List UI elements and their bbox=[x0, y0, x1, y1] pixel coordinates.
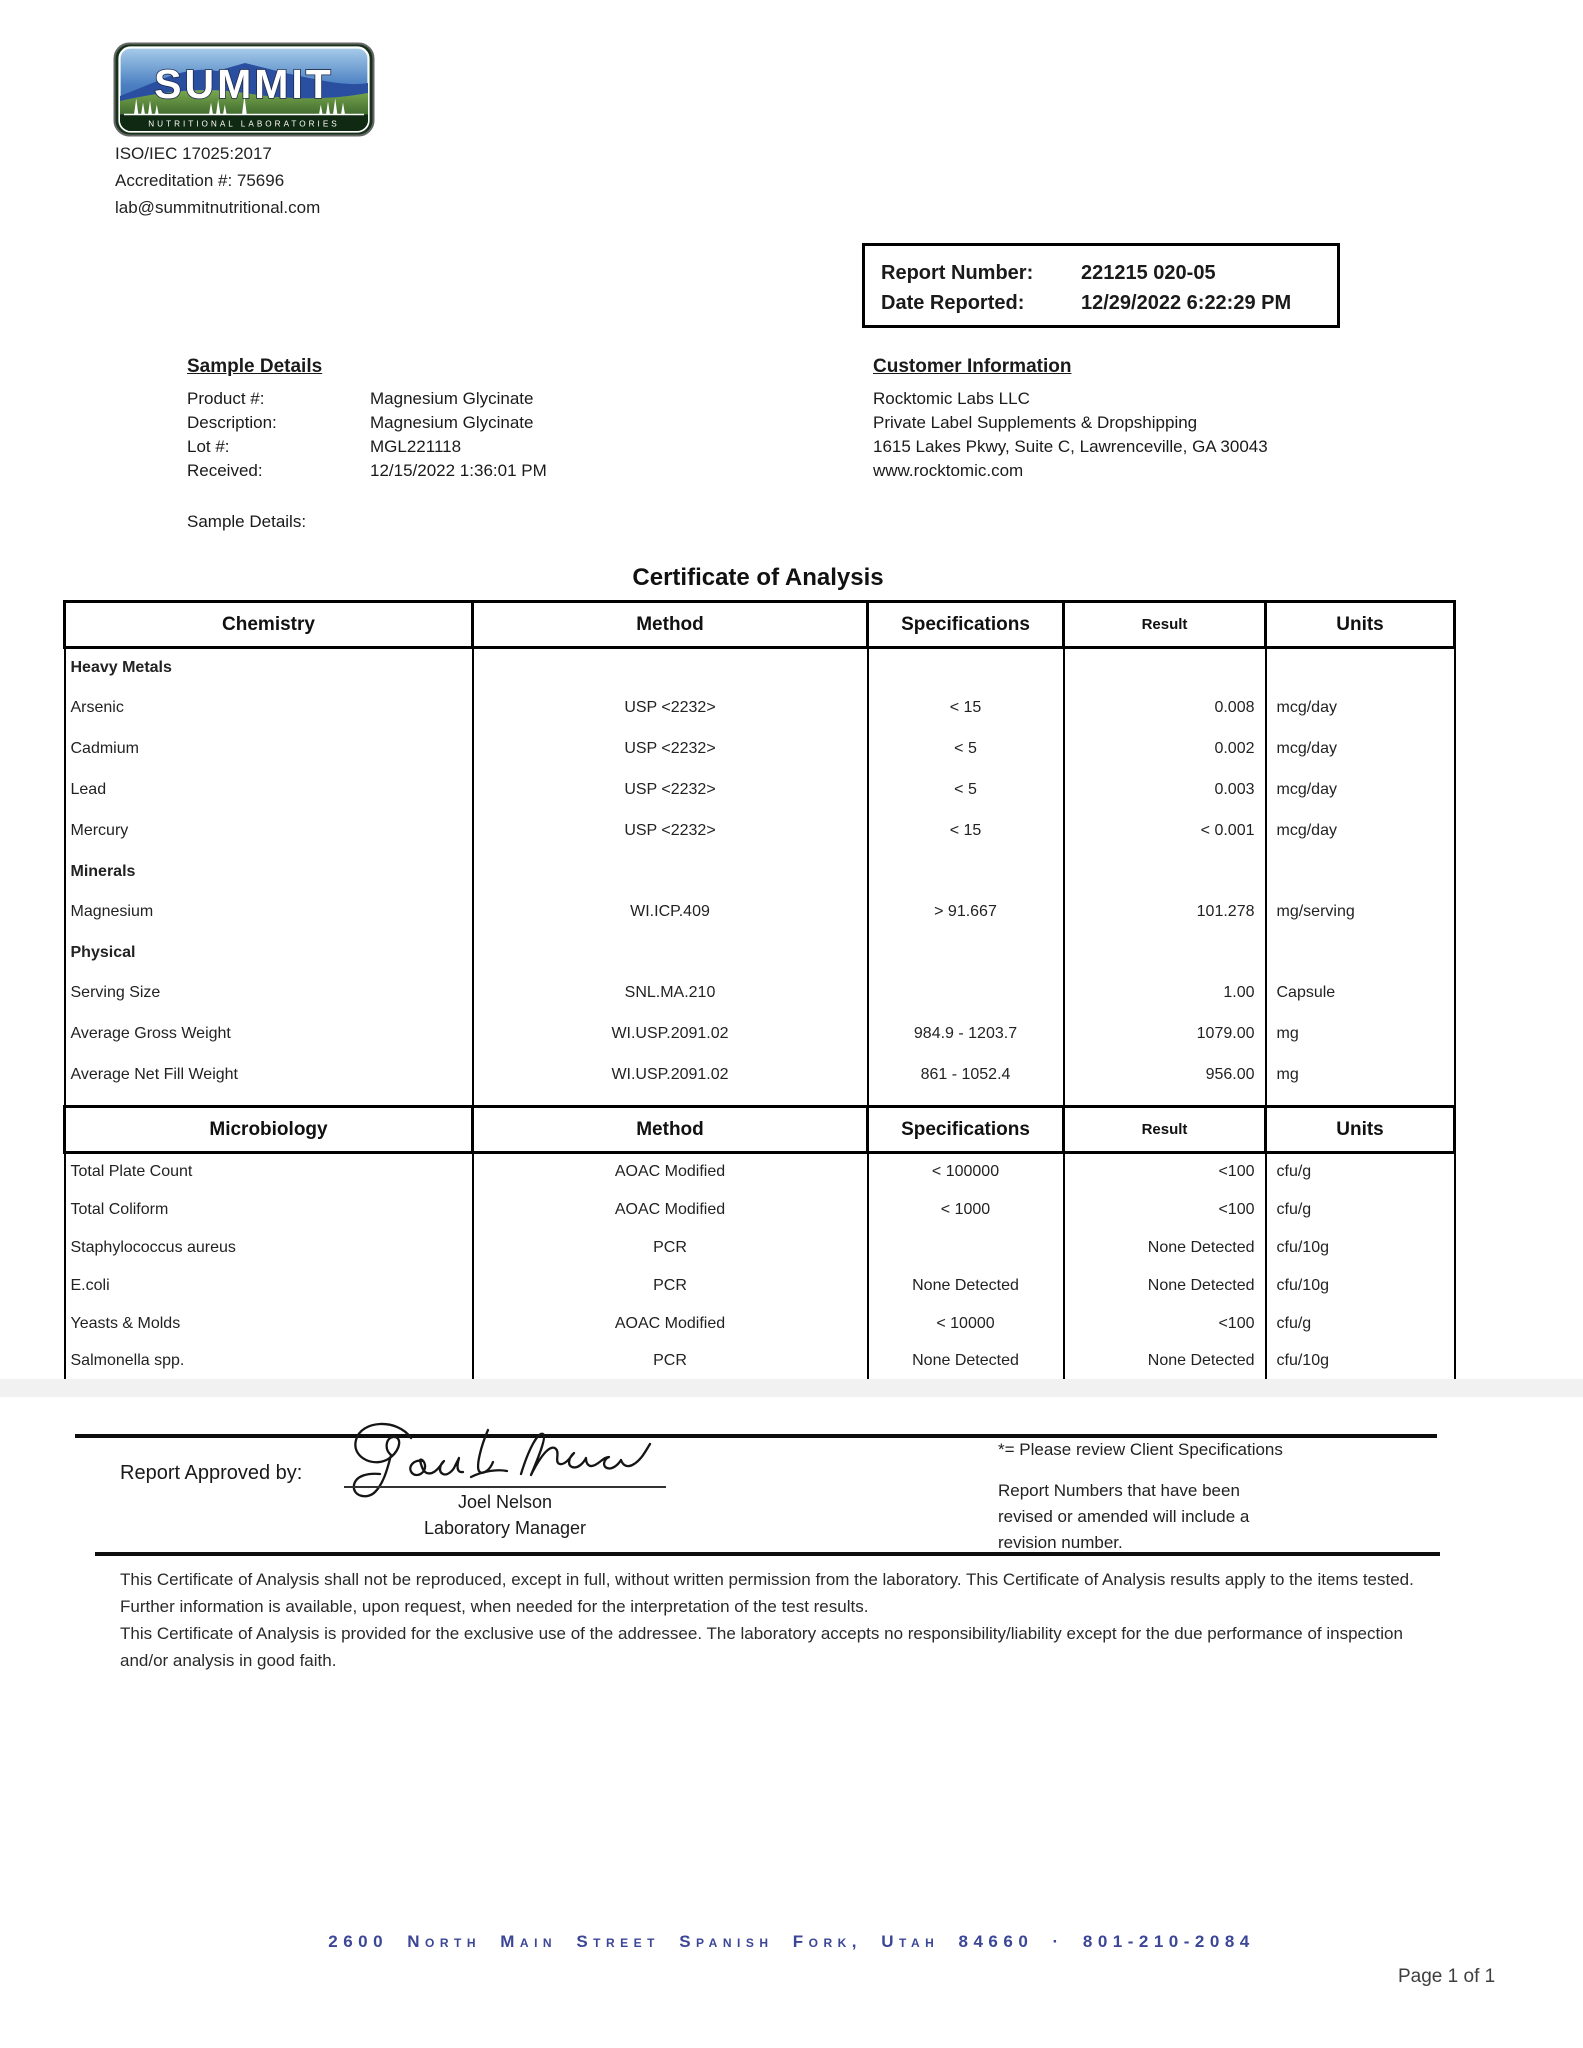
report-number-row bbox=[881, 258, 1321, 288]
cell-spec: None Detected bbox=[868, 1267, 1064, 1305]
cell-method: USP <2232> bbox=[473, 729, 868, 770]
chemistry-header-units: Units bbox=[1266, 602, 1455, 648]
cell-result: 0.008 bbox=[1064, 688, 1266, 729]
cell-name: E.coli bbox=[65, 1267, 473, 1305]
cell-result: 0.002 bbox=[1064, 729, 1266, 770]
customer-information-section bbox=[873, 356, 1268, 483]
cell-spec bbox=[868, 933, 1064, 973]
summit-logo bbox=[113, 42, 375, 137]
cell-spec bbox=[868, 648, 1064, 688]
table-data-row bbox=[65, 892, 1455, 933]
cell-units: mcg/day bbox=[1266, 811, 1455, 852]
cell-units: cfu/10g bbox=[1266, 1343, 1455, 1381]
microbiology-header-result: Result bbox=[1064, 1107, 1266, 1153]
description-label: Description: bbox=[187, 413, 277, 432]
cell-result: 1079.00 bbox=[1064, 1014, 1266, 1055]
customer-name-text: Rocktomic Labs LLC bbox=[873, 389, 1030, 408]
table-data-row bbox=[65, 1267, 1455, 1305]
date-reported-value: 12/29/2022 6:22:29 PM bbox=[1081, 292, 1292, 314]
cell-units: mg bbox=[1266, 1055, 1455, 1096]
cell-result: None Detected bbox=[1064, 1343, 1266, 1381]
lot-label: Lot #: bbox=[187, 437, 230, 456]
table-data-row bbox=[65, 1343, 1455, 1381]
cell-spec: > 91.667 bbox=[868, 892, 1064, 933]
cell-result: <100 bbox=[1064, 1153, 1266, 1191]
cell-units: mcg/day bbox=[1266, 770, 1455, 811]
cell-spec: < 5 bbox=[868, 770, 1064, 811]
cell-units bbox=[1266, 852, 1455, 892]
table-data-row bbox=[65, 1014, 1455, 1055]
cell-spec: < 10000 bbox=[868, 1305, 1064, 1343]
product-label: Product #: bbox=[187, 389, 265, 408]
cell-units: cfu/g bbox=[1266, 1305, 1455, 1343]
cell-method: USP <2232> bbox=[473, 688, 868, 729]
table-data-row bbox=[65, 1305, 1455, 1343]
report-number-value: 221215 020-05 bbox=[1081, 262, 1216, 284]
cell-name: Heavy Metals bbox=[65, 648, 473, 688]
cell-name: Serving Size bbox=[65, 973, 473, 1014]
cell-result: < 0.001 bbox=[1064, 811, 1266, 852]
chemistry-header-analyte: Chemistry bbox=[65, 602, 473, 648]
cell-spec: < 100000 bbox=[868, 1153, 1064, 1191]
cell-units bbox=[1266, 648, 1455, 688]
table-section-row bbox=[65, 852, 1455, 892]
cell-method: USP <2232> bbox=[473, 811, 868, 852]
sample-row-product bbox=[187, 387, 547, 411]
cell-spec: 861 - 1052.4 bbox=[868, 1055, 1064, 1096]
cell-spec: 984.9 - 1203.7 bbox=[868, 1014, 1064, 1055]
cell-units: mg bbox=[1266, 1014, 1455, 1055]
table-data-row bbox=[65, 811, 1455, 852]
cell-name: Cadmium bbox=[65, 729, 473, 770]
cell-result bbox=[1064, 933, 1266, 973]
cell-name: Yeasts & Molds bbox=[65, 1305, 473, 1343]
table-data-row bbox=[65, 1153, 1455, 1191]
cell-name: Arsenic bbox=[65, 688, 473, 729]
sample-row-lot bbox=[187, 435, 547, 459]
product-value: Magnesium Glycinate bbox=[370, 389, 534, 408]
customer-website-text: www.rocktomic.com bbox=[873, 461, 1024, 480]
page-number: Page 1 of 1 bbox=[1398, 1966, 1496, 1987]
table-section-row bbox=[65, 648, 1455, 688]
cell-name: Staphylococcus aureus bbox=[65, 1229, 473, 1267]
scan-gray-band bbox=[0, 1379, 1583, 1397]
cell-units bbox=[1266, 933, 1455, 973]
cell-method: WI.USP.2091.02 bbox=[473, 1055, 868, 1096]
approver-title: Laboratory Manager bbox=[423, 1518, 587, 1538]
lab-address-footer: 2600 North Main Street Spanish Fork, Utah 84660 · 801-210-2084 bbox=[328, 1932, 1255, 1951]
microbiology-header-units: Units bbox=[1266, 1107, 1455, 1153]
cell-spec bbox=[868, 973, 1064, 1014]
table-data-row bbox=[65, 729, 1455, 770]
cell-spec bbox=[868, 852, 1064, 892]
lab-email-text: lab@summitnutritional.com bbox=[115, 198, 321, 217]
cell-spec: < 15 bbox=[868, 688, 1064, 729]
cell-name: Minerals bbox=[65, 852, 473, 892]
cell-method: AOAC Modified bbox=[473, 1305, 868, 1343]
disclaimer-block bbox=[120, 1566, 1420, 1674]
lot-value: MGL221118 bbox=[370, 437, 462, 456]
sample-details-extra-label: Sample Details: bbox=[187, 512, 307, 531]
report-approved-by-label: Report Approved by: bbox=[120, 1462, 303, 1484]
sample-row-description bbox=[187, 411, 547, 435]
cell-name: Total Coliform bbox=[65, 1191, 473, 1229]
cell-spec bbox=[868, 1229, 1064, 1267]
sample-details-section bbox=[187, 356, 547, 483]
received-label: Received: bbox=[187, 461, 263, 480]
cell-result bbox=[1064, 648, 1266, 688]
cell-spec: < 1000 bbox=[868, 1191, 1064, 1229]
cell-units: cfu/10g bbox=[1266, 1229, 1455, 1267]
table-data-row bbox=[65, 1191, 1455, 1229]
date-reported-row bbox=[881, 288, 1321, 318]
revision-note: Report Numbers that have been revised or amended will include a revision number. bbox=[998, 1481, 1250, 1552]
cell-units: cfu/g bbox=[1266, 1153, 1455, 1191]
logo-wordmark: SUMMIT bbox=[154, 61, 334, 107]
disclaimer-paragraph-1: This Certificate of Analysis shall not be reproduced, except in full, without written permission from the laboratory. This Certificate of Analysis results apply to the items tested. Further information is available, upon request, when needed for the interpretation of the test results. bbox=[120, 1570, 1414, 1616]
cell-spec: None Detected bbox=[868, 1343, 1064, 1381]
client-specifications-note: *= Please review Client Specifications bbox=[998, 1440, 1283, 1459]
lab-certification-block bbox=[115, 140, 320, 221]
cell-name: Physical bbox=[65, 933, 473, 973]
cell-method: AOAC Modified bbox=[473, 1191, 868, 1229]
table-data-row bbox=[65, 973, 1455, 1014]
cell-name: Average Gross Weight bbox=[65, 1014, 473, 1055]
cell-units: cfu/10g bbox=[1266, 1267, 1455, 1305]
microbiology-table bbox=[63, 1105, 1456, 1382]
page-title: Certificate of Analysis bbox=[632, 564, 884, 591]
cell-method bbox=[473, 933, 868, 973]
cell-name: Lead bbox=[65, 770, 473, 811]
description-value: Magnesium Glycinate bbox=[370, 413, 534, 432]
cell-units: mg/serving bbox=[1266, 892, 1455, 933]
table-data-row bbox=[65, 770, 1455, 811]
cell-result: None Detected bbox=[1064, 1229, 1266, 1267]
cell-result: <100 bbox=[1064, 1191, 1266, 1229]
iso-standard-text: ISO/IEC 17025:2017 bbox=[115, 144, 272, 163]
cell-spec: < 15 bbox=[868, 811, 1064, 852]
cell-method bbox=[473, 648, 868, 688]
cell-units: mcg/day bbox=[1266, 688, 1455, 729]
sample-details-heading: Sample Details bbox=[187, 356, 323, 377]
cell-result: None Detected bbox=[1064, 1267, 1266, 1305]
divider-rule-top bbox=[75, 1434, 1437, 1438]
cell-method: AOAC Modified bbox=[473, 1153, 868, 1191]
cell-method: PCR bbox=[473, 1267, 868, 1305]
cell-method: WI.USP.2091.02 bbox=[473, 1014, 868, 1055]
disclaimer-paragraph-2: This Certificate of Analysis is provided for the exclusive use of the addressee. The laboratory accepts no responsibility/liability except for the due performance of inspection and/or analysis in good faith. bbox=[120, 1624, 1403, 1670]
microbiology-header-specifications: Specifications bbox=[868, 1107, 1064, 1153]
table-data-row bbox=[65, 1229, 1455, 1267]
signature-line bbox=[344, 1486, 666, 1488]
report-number-label: Report Number: bbox=[881, 262, 1034, 284]
microbiology-header-analyte: Microbiology bbox=[65, 1107, 473, 1153]
customer-tagline-text: Private Label Supplements & Dropshipping bbox=[873, 413, 1198, 432]
chemistry-table bbox=[63, 600, 1456, 1138]
cell-method: SNL.MA.210 bbox=[473, 973, 868, 1014]
cell-result: 101.278 bbox=[1064, 892, 1266, 933]
cell-name: Total Plate Count bbox=[65, 1153, 473, 1191]
cell-method: PCR bbox=[473, 1229, 868, 1267]
cell-result bbox=[1064, 852, 1266, 892]
cell-method: PCR bbox=[473, 1343, 868, 1381]
cell-units: Capsule bbox=[1266, 973, 1455, 1014]
cell-name: Mercury bbox=[65, 811, 473, 852]
microbiology-header-row bbox=[65, 1107, 1455, 1153]
chemistry-header-row bbox=[65, 602, 1455, 648]
received-value: 12/15/2022 1:36:01 PM bbox=[370, 461, 547, 480]
sample-row-received bbox=[187, 459, 547, 483]
cell-spec: < 5 bbox=[868, 729, 1064, 770]
table-data-row bbox=[65, 688, 1455, 729]
table-data-row bbox=[65, 1055, 1455, 1096]
cell-method: WI.ICP.409 bbox=[473, 892, 868, 933]
customer-address-text: 1615 Lakes Pkwy, Suite C, Lawrenceville, GA 30043 bbox=[873, 437, 1268, 456]
microbiology-header-method: Method bbox=[473, 1107, 868, 1153]
cell-result: 0.003 bbox=[1064, 770, 1266, 811]
cell-name: Average Net Fill Weight bbox=[65, 1055, 473, 1096]
cell-units: mcg/day bbox=[1266, 729, 1455, 770]
logo-tagline: NUTRITIONAL LABORATORIES bbox=[148, 119, 340, 129]
cell-name: Magnesium bbox=[65, 892, 473, 933]
divider-rule-bottom bbox=[95, 1552, 1440, 1556]
report-info-box bbox=[862, 243, 1340, 328]
table-section-row bbox=[65, 933, 1455, 973]
cell-method bbox=[473, 852, 868, 892]
chemistry-header-method: Method bbox=[473, 602, 868, 648]
cell-name: Salmonella spp. bbox=[65, 1343, 473, 1381]
summit-logo-graphic bbox=[113, 42, 375, 137]
approver-name: Joel Nelson bbox=[457, 1492, 553, 1512]
cell-result: <100 bbox=[1064, 1305, 1266, 1343]
chemistry-header-result: Result bbox=[1064, 602, 1266, 648]
customer-information-heading: Customer Information bbox=[873, 356, 1072, 377]
cell-result: 956.00 bbox=[1064, 1055, 1266, 1096]
cell-units: cfu/g bbox=[1266, 1191, 1455, 1229]
accreditation-number-text: Accreditation #: 75696 bbox=[115, 171, 285, 190]
cell-result: 1.00 bbox=[1064, 973, 1266, 1014]
chemistry-header-specifications: Specifications bbox=[868, 602, 1064, 648]
cell-method: USP <2232> bbox=[473, 770, 868, 811]
date-reported-label: Date Reported: bbox=[881, 292, 1025, 314]
